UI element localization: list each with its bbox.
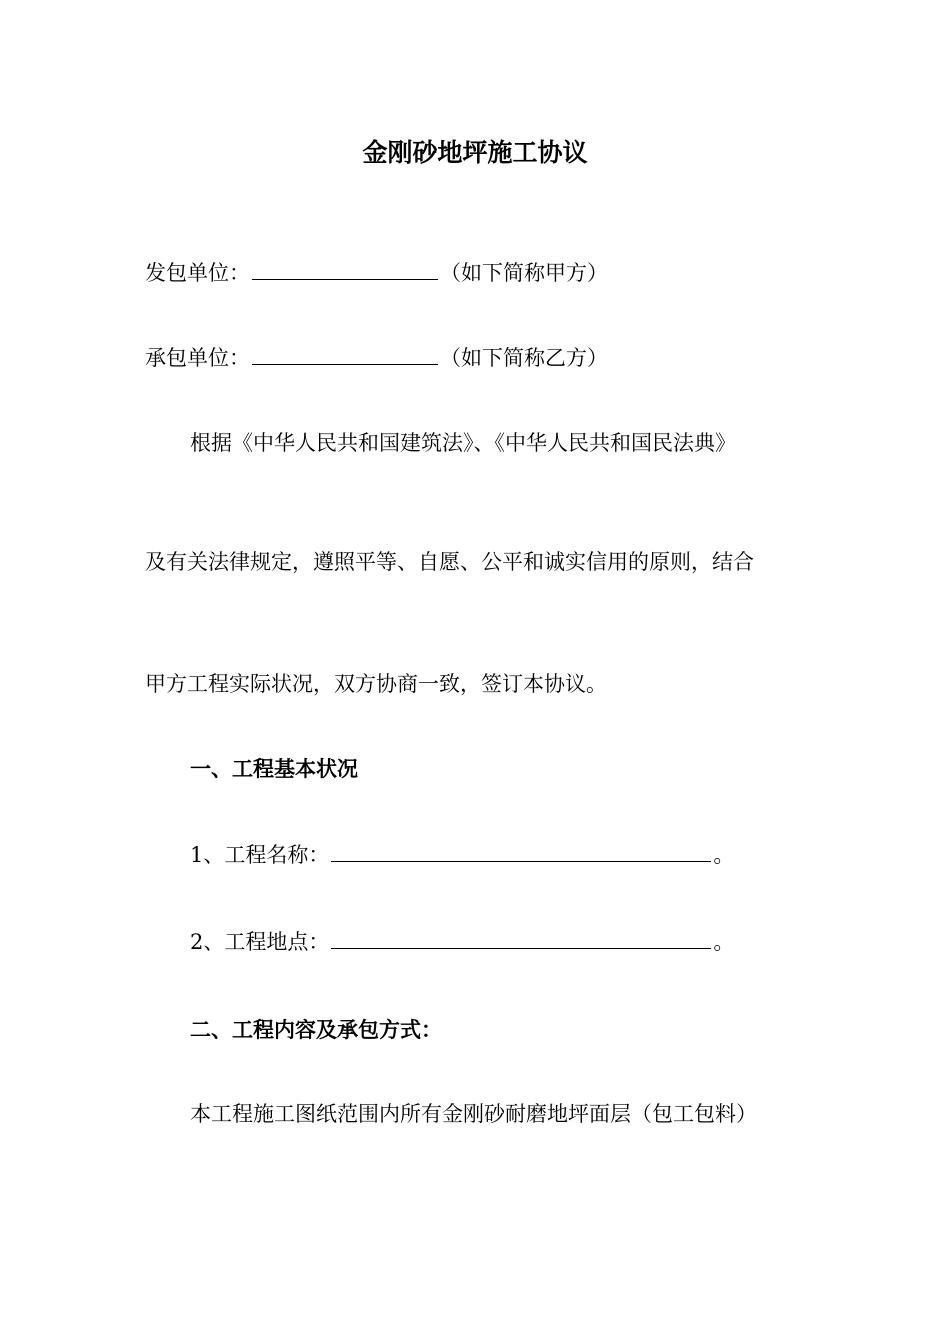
party-a-blank[interactable]	[252, 257, 438, 280]
party-b-line	[145, 342, 608, 373]
party-b-label: 承包单位：	[145, 346, 250, 370]
party-a-note: （如下简称甲方）	[440, 261, 608, 285]
preamble-line-2: 及有关法律规定，遵照平等、自愿、公平和诚实信用的原则，结合	[145, 550, 754, 574]
document-title: 金刚砂地坪施工协议	[362, 138, 588, 167]
project-location-label: 2、工程地点：	[190, 930, 330, 954]
project-location-blank[interactable]	[331, 926, 711, 949]
party-a-label: 发包单位：	[145, 261, 250, 285]
preamble-line-1: 根据《中华人民共和国建筑法》、《中华人民共和国民法典》	[190, 431, 736, 455]
project-location-line	[190, 926, 734, 957]
section-1-heading: 一、工程基本状况	[190, 756, 358, 781]
project-name-label: 1、工程名称：	[190, 843, 330, 867]
party-b-blank[interactable]	[252, 342, 438, 365]
project-location-end: 。	[713, 930, 735, 954]
project-name-end: 。	[713, 843, 735, 867]
project-name-blank[interactable]	[331, 839, 711, 862]
section-2-heading: 二、工程内容及承包方式：	[190, 1017, 442, 1042]
party-b-note: （如下简称乙方）	[440, 346, 608, 370]
preamble-line-3: 甲方工程实际状况，双方协商一致，签订本协议。	[145, 672, 607, 696]
party-a-line	[145, 257, 608, 288]
project-name-line	[190, 839, 734, 870]
section-2-text: 本工程施工图纸范围内所有金刚砂耐磨地坪面层（包工包料）	[190, 1102, 757, 1126]
